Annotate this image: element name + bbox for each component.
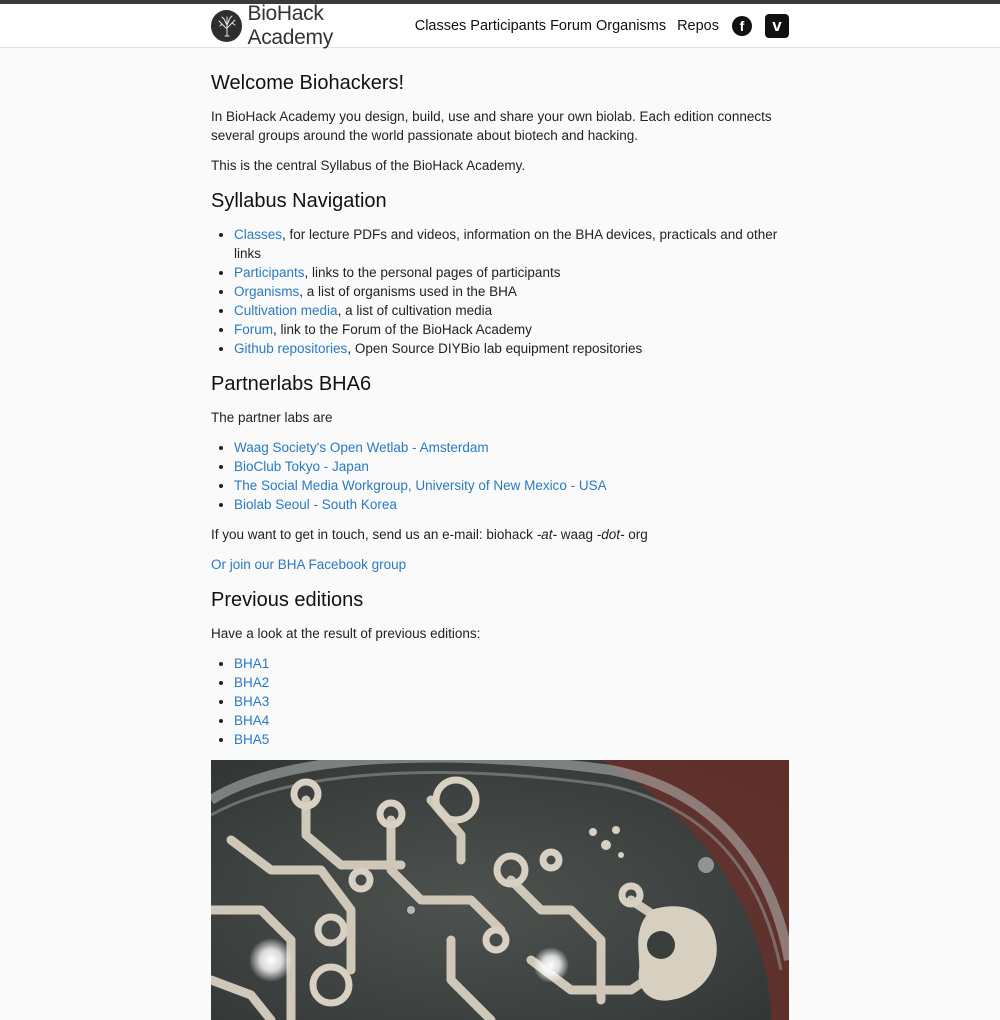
list-item	[234, 692, 789, 711]
classes-link[interactable]: Classes	[234, 227, 283, 242]
list-item	[234, 320, 789, 339]
partner-link-biolab-seoul[interactable]: Biolab Seoul - South Korea	[234, 497, 397, 512]
list-item	[234, 730, 789, 749]
intro-text: In BioHack Academy you design, build, use and share your own biolab. Each edition connects several groups around the world passionate about biotech and hacking.	[211, 109, 772, 143]
edition-link-bha4[interactable]: BHA4	[234, 713, 270, 728]
cultivation-media-link[interactable]: Cultivation media	[234, 303, 338, 318]
syllabus-list	[211, 225, 789, 358]
contact-prefix: If you want to get in touch, send us an e-mail: biohack	[211, 527, 537, 542]
list-item-text: , for lecture PDFs and videos, information on the BHA devices, practicals and other links	[234, 227, 778, 261]
participants-link[interactable]: Participants	[234, 265, 305, 280]
list-item-text: , link to the Forum of the BioHack Academy	[273, 322, 532, 337]
nav-repos[interactable]: Repos	[677, 18, 719, 34]
contact-mid: waag	[556, 527, 597, 542]
partner-link-unm[interactable]: The Social Media Workgroup, University of New Mexico - USA	[234, 478, 607, 493]
nav-participants[interactable]: Participants	[470, 18, 547, 34]
previous-editions-heading: Previous editions	[211, 589, 364, 611]
list-item	[234, 495, 789, 514]
edition-link-bha2[interactable]: BHA2	[234, 675, 270, 690]
edition-link-bha3[interactable]: BHA3	[234, 694, 270, 709]
list-item	[234, 263, 789, 282]
site-header	[0, 4, 1000, 48]
brand-link[interactable]	[211, 2, 411, 50]
list-item	[234, 438, 789, 457]
list-item	[234, 654, 789, 673]
tree-logo-icon	[211, 10, 242, 42]
contact-dot: -dot-	[596, 527, 625, 542]
nav-organisms[interactable]: Organisms	[595, 18, 667, 34]
header-inner	[211, 4, 789, 48]
list-item	[234, 711, 789, 730]
petri-dish-circuit-photo	[211, 760, 789, 1020]
list-item-text: , links to the personal pages of participants	[304, 265, 561, 280]
list-item	[234, 476, 789, 495]
contact-suffix: org	[624, 527, 648, 542]
partners-intro: The partner labs are	[211, 410, 333, 425]
list-item-text: , a list of organisms used in the BHA	[299, 284, 517, 299]
forum-link[interactable]: Forum	[234, 322, 274, 337]
facebook-group-paragraph	[211, 555, 789, 574]
nav-forum[interactable]: Forum	[550, 18, 592, 34]
vimeo-icon[interactable]: v	[765, 14, 789, 38]
partner-link-waag[interactable]: Waag Society's Open Wetlab - Amsterdam	[234, 440, 489, 455]
list-item	[234, 457, 789, 476]
organisms-link[interactable]: Organisms	[234, 284, 300, 299]
partners-heading: Partnerlabs BHA6	[211, 373, 372, 395]
list-item	[234, 301, 789, 320]
main-nav	[411, 14, 789, 38]
main-content	[211, 48, 789, 1020]
list-item-text: , Open Source DIYBio lab equipment repositories	[347, 341, 643, 356]
contact-text	[211, 525, 789, 544]
partners-list	[211, 438, 789, 514]
editions-list	[211, 654, 789, 749]
list-item	[234, 673, 789, 692]
nav-classes[interactable]: Classes	[414, 18, 467, 34]
github-repositories-link[interactable]: Github repositories	[234, 341, 348, 356]
list-item	[234, 282, 789, 301]
list-item	[234, 225, 789, 263]
brand-name: BioHack Academy	[247, 2, 333, 49]
contact-at: -at-	[536, 527, 557, 542]
list-item-text: , a list of cultivation media	[337, 303, 493, 318]
central-syllabus-text: This is the central Syllabus of the BioHack Academy.	[211, 158, 526, 173]
partner-link-bioclub-tokyo[interactable]: BioClub Tokyo - Japan	[234, 459, 369, 474]
list-item	[234, 339, 789, 358]
syllabus-heading: Syllabus Navigation	[211, 190, 387, 212]
edition-link-bha1[interactable]: BHA1	[234, 656, 270, 671]
page-title: Welcome Biohackers!	[211, 72, 405, 94]
edition-link-bha5[interactable]: BHA5	[234, 732, 270, 747]
facebook-group-link[interactable]: Or join our BHA Facebook group	[211, 557, 407, 572]
facebook-icon[interactable]: f	[732, 16, 752, 36]
previous-editions-intro: Have a look at the result of previous editions:	[211, 626, 481, 641]
